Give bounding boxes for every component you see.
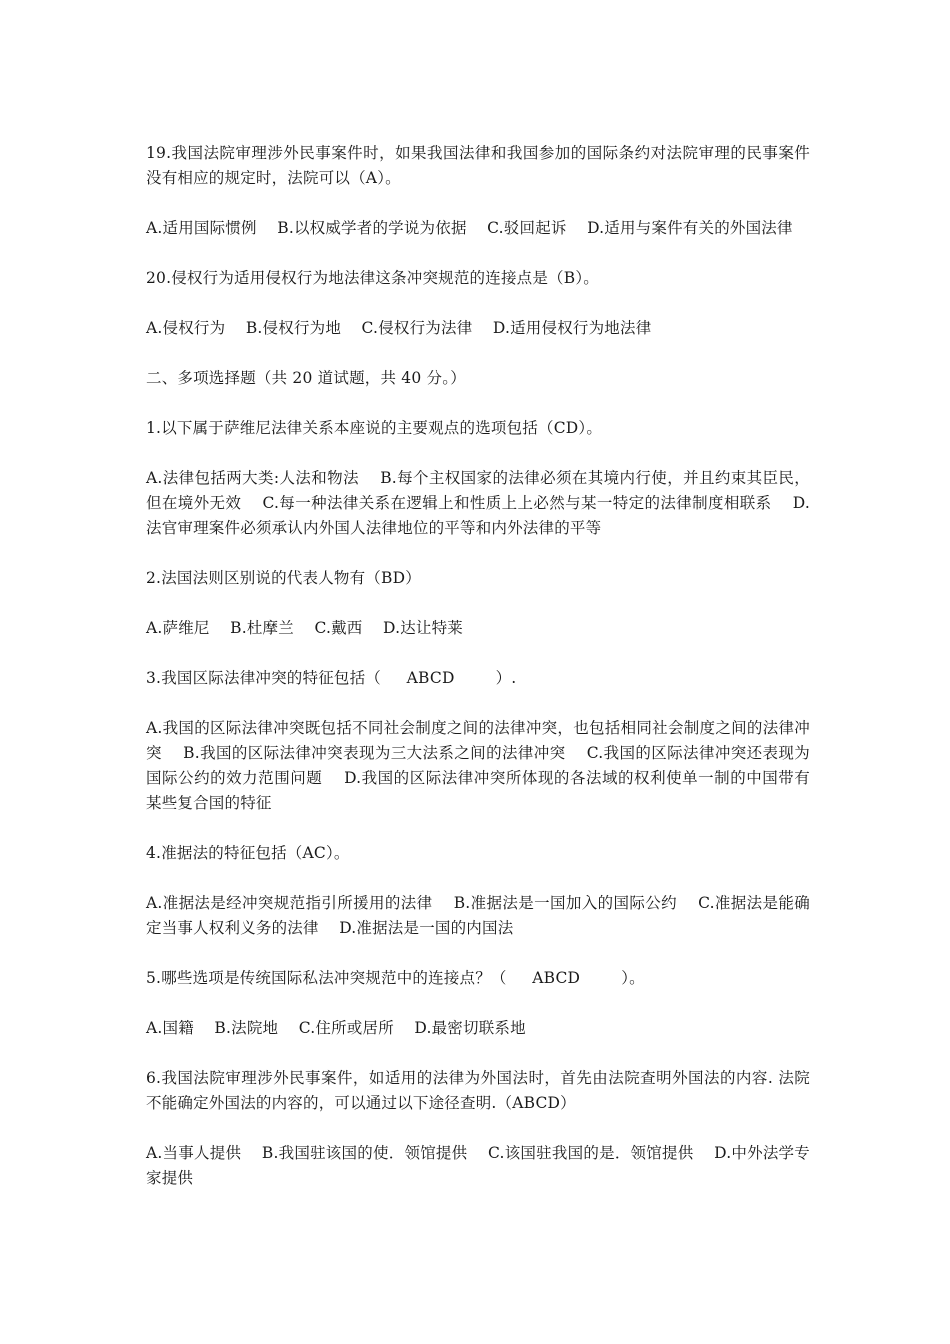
multi-question-4-stem: 4.准据法的特征包括（AC）。 [146,844,350,862]
multi-question-5-stem: 5.哪些选项是传统国际私法冲突规范中的连接点？（ ABCD ）。 [146,969,645,987]
question-20-stem: 20.侵权行为适用侵权行为地法律这条冲突规范的连接点是（B）。 [146,269,599,287]
multi-question-2-stem: 2.法国法则区别说的代表人物有（BD） [146,569,421,587]
multi-question-4-options: A.准据法是经冲突规范指引所援用的法律 B.准据法是一国加入的国际公约 C.准据法是能确定当事人权利义务的法律 D.准据法是一国的内国法 [146,894,810,937]
section-heading-multiple-choice: 二、多项选择题（共 20 道试题，共 40 分。） [146,369,466,387]
multi-question-1-options: A.法律包括两大类:人法和物法 B.每个主权国家的法律必须在其境内行使，并且约束其臣民，但在境外无效 C.每一种法律关系在逻辑上和性质上上必然与某一特定的法律制度相联系 D.法官审理案件必须承认内外国人法律地位的平等和内外法律的平等 [146,469,810,537]
multi-question-6-stem: 6.我国法院审理涉外民事案件，如适用的法律为外国法时，首先由法院查明外国法的内容. 法院不能确定外国法的内容的，可以通过以下途径查明.（ABCD） [146,1069,810,1112]
multi-question-3-options: A.我国的区际法律冲突既包括不同社会制度之间的法律冲突，也包括相同社会制度之间的法律冲突 B.我国的区际法律冲突表现为三大法系之间的法律冲突 C.我国的区际法律冲突还表现为国际公约的效力范围问题 D.我国的区际法律冲突所体现的各法域的权利使单一制的中国带有某些复合国的特征 [146,719,810,812]
multi-question-1-stem: 1.以下属于萨维尼法律关系本座说的主要观点的选项包括（CD）。 [146,419,603,437]
multi-question-5-options: A.国籍 B.法院地 C.住所或居所 D.最密切联系地 [146,1019,526,1037]
multi-question-2-options: A.萨维尼 B.杜摩兰 C.戴西 D.达让特莱 [146,619,463,637]
multi-question-3-stem: 3.我国区际法律冲突的特征包括（ ABCD ）. [146,669,517,687]
question-19-stem: 19.我国法院审理涉外民事案件时，如果我国法律和我国参加的国际条约对法院审理的民事案件没有相应的规定时，法院可以（A）。 [146,144,810,187]
question-19-options: A.适用国际惯例 B.以权威学者的学说为依据 C.驳回起诉 D.适用与案件有关的外国法律 [146,219,793,237]
question-20-options: A.侵权行为 B.侵权行为地 C.侵权行为法律 D.适用侵权行为地法律 [146,319,652,337]
document-body [146,141,810,1216]
multi-question-6-options: A.当事人提供 B.我国驻该国的使．领馆提供 C.该国驻我国的是．领馆提供 D.中外法学专家提供 [146,1144,810,1187]
